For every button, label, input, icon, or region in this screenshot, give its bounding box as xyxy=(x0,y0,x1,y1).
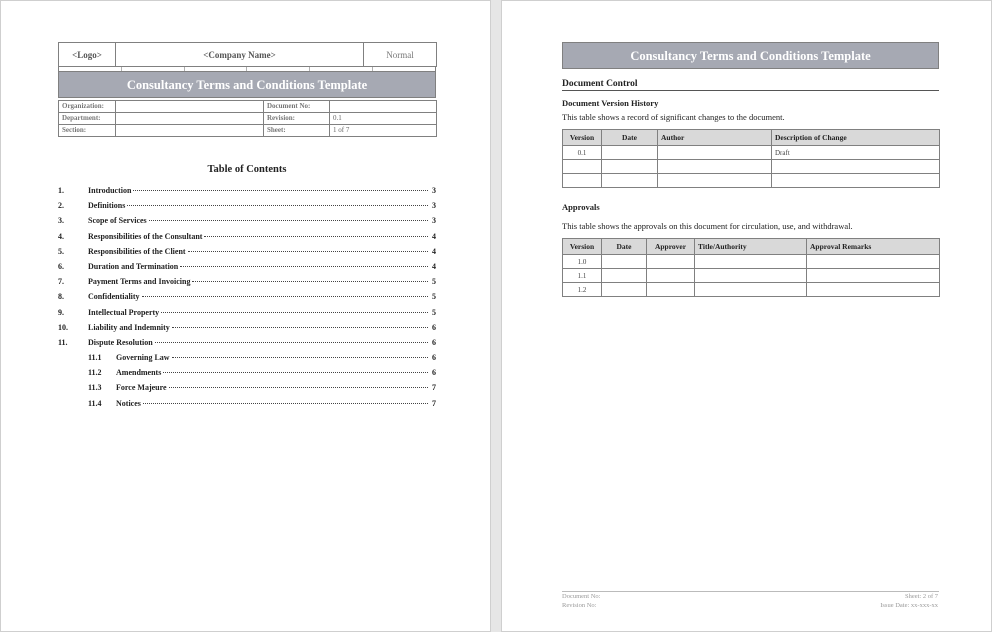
toc-entry[interactable] xyxy=(58,262,436,277)
toc-entry[interactable] xyxy=(58,383,436,398)
section-value[interactable] xyxy=(116,125,264,137)
toc-entry-label[interactable]: Liability and Indemnity xyxy=(88,322,170,332)
toc-entry-label[interactable]: Scope of Services xyxy=(88,216,147,226)
table-header-cell: Version xyxy=(563,239,602,255)
version-history-text: This table shows a record of significant changes to the document. xyxy=(562,112,785,122)
toc-dot-leader xyxy=(142,296,428,297)
table-cell[interactable] xyxy=(602,269,647,283)
toc-entry-page: 4 xyxy=(432,246,436,256)
toc-entry-page: 5 xyxy=(432,307,436,317)
table-cell[interactable]: 1.2 xyxy=(563,283,602,297)
table-cell[interactable]: 1.0 xyxy=(563,255,602,269)
table-cell[interactable] xyxy=(563,174,602,188)
toc-entry[interactable] xyxy=(58,353,436,368)
toc-entry[interactable] xyxy=(58,292,436,307)
header-meta-table xyxy=(58,100,437,137)
toc-dot-leader xyxy=(172,357,428,358)
footer-document-no: Document No: xyxy=(562,593,601,600)
document-header xyxy=(58,42,436,137)
revision-value[interactable]: 0.1 xyxy=(330,113,437,125)
table-row xyxy=(563,146,940,160)
toc-entry-number: 7. xyxy=(58,277,64,287)
toc-entry-label[interactable]: Responsibilities of the Client xyxy=(88,246,186,256)
table-cell[interactable] xyxy=(807,269,940,283)
table-cell[interactable] xyxy=(602,255,647,269)
toc-entry[interactable] xyxy=(58,186,436,201)
toc-entry-page: 5 xyxy=(432,292,436,302)
toc-entry-label[interactable]: Confidentiality xyxy=(88,292,140,302)
toc-dot-leader xyxy=(161,312,428,313)
toc-entry[interactable] xyxy=(58,232,436,247)
table-cell[interactable]: 0.1 xyxy=(563,146,602,160)
toc-entry[interactable] xyxy=(58,308,436,323)
toc-entry-number: 11.2 xyxy=(88,368,102,378)
section-label: Section: xyxy=(59,125,116,137)
table-cell[interactable] xyxy=(647,255,695,269)
toc-entry-label[interactable]: Payment Terms and Invoicing xyxy=(88,277,191,287)
toc-dot-leader xyxy=(169,387,428,388)
table-cell[interactable] xyxy=(695,283,807,297)
toc-entry[interactable] xyxy=(58,399,436,414)
toc-dot-leader xyxy=(133,190,428,191)
table-cell[interactable] xyxy=(695,269,807,283)
toc-entry[interactable] xyxy=(58,368,436,383)
table-row xyxy=(563,283,940,297)
document-page-1 xyxy=(0,0,491,632)
table-row xyxy=(563,255,940,269)
table-header-cell: Description of Change xyxy=(772,130,940,146)
table-cell[interactable] xyxy=(658,174,772,188)
table-header-cell: Approver xyxy=(647,239,695,255)
toc-entry-number: 11.3 xyxy=(88,383,102,393)
toc-entry-page: 6 xyxy=(432,353,436,363)
table-cell[interactable] xyxy=(772,160,940,174)
table-header-cell: Date xyxy=(602,239,647,255)
department-label: Department: xyxy=(59,113,116,125)
toc-dot-leader xyxy=(143,403,428,404)
table-cell[interactable] xyxy=(772,174,940,188)
organization-value[interactable] xyxy=(116,101,264,113)
toc-entry[interactable] xyxy=(58,338,436,353)
footer-sheet: Sheet: 2 of 7 xyxy=(904,593,938,600)
toc-entry-label[interactable]: Force Majeure xyxy=(116,383,167,393)
toc-entry-number: 11.1 xyxy=(88,353,102,363)
page2-title-banner: Consultancy Terms and Conditions Template xyxy=(562,42,939,69)
revision-label: Revision: xyxy=(264,113,330,125)
toc-entry-number: 10. xyxy=(58,322,68,332)
toc-entry[interactable] xyxy=(58,323,436,338)
toc-entry-page: 7 xyxy=(432,383,436,393)
toc-dot-leader xyxy=(127,205,428,206)
table-cell[interactable] xyxy=(807,255,940,269)
toc-entry-page: 3 xyxy=(432,186,436,195)
table-cell[interactable] xyxy=(658,160,772,174)
table-row xyxy=(563,269,940,283)
table-cell[interactable] xyxy=(807,283,940,297)
document-no-value[interactable] xyxy=(330,101,437,113)
header-top-table xyxy=(58,42,437,67)
table-header-cell: Date xyxy=(602,130,658,146)
department-value[interactable] xyxy=(116,113,264,125)
toc-entry[interactable] xyxy=(58,277,436,292)
version-history-heading: Document Version History xyxy=(562,98,659,108)
status-label: Normal xyxy=(364,43,437,67)
company-name: <Company Name> xyxy=(116,43,364,67)
approvals-heading: Approvals xyxy=(562,202,600,212)
toc-dot-leader xyxy=(180,266,428,267)
toc-dot-leader xyxy=(192,281,428,282)
toc-dot-leader xyxy=(155,342,428,343)
toc-dot-leader xyxy=(149,220,428,221)
table-cell[interactable]: 1.1 xyxy=(563,269,602,283)
table-header-cell: Author xyxy=(658,130,772,146)
toc-entry-number: 6. xyxy=(58,261,64,271)
table-cell[interactable] xyxy=(602,174,658,188)
footer-rule xyxy=(562,591,939,592)
table-cell[interactable] xyxy=(602,283,647,297)
toc-entry-label[interactable]: Notices xyxy=(116,398,141,408)
toc-dot-leader xyxy=(163,372,428,373)
table-header-cell: Approval Remarks xyxy=(807,239,940,255)
toc-title: Table of Contents xyxy=(207,164,287,175)
document-page-2 xyxy=(501,0,992,632)
toc-entry-label[interactable]: Governing Law xyxy=(116,353,170,363)
toc-entry-page: 5 xyxy=(432,277,436,287)
table-cell[interactable] xyxy=(602,146,658,160)
toc-entry[interactable] xyxy=(58,216,436,231)
toc-entry[interactable] xyxy=(58,201,436,216)
table-cell[interactable] xyxy=(563,160,602,174)
organization-label: Organization: xyxy=(59,101,116,113)
toc-entry-page: 7 xyxy=(432,398,436,408)
toc-entry-number: 3. xyxy=(58,216,64,226)
table-of-contents xyxy=(58,186,436,414)
toc-entry-label[interactable]: Introduction xyxy=(88,186,132,195)
table-cell[interactable]: Draft xyxy=(772,146,940,160)
approvals-table xyxy=(562,238,940,297)
toc-entry-number: 11.4 xyxy=(88,398,102,408)
toc-entry-label[interactable]: Responsibilities of the Consultant xyxy=(88,231,203,241)
toc-entry-label[interactable]: Dispute Resolution xyxy=(88,337,153,347)
toc-entry-page: 3 xyxy=(432,216,436,226)
toc-entry-page: 4 xyxy=(432,231,436,241)
table-header-cell: Version xyxy=(563,130,602,146)
toc-entry-page: 4 xyxy=(432,261,436,271)
toc-entry-number: 4. xyxy=(58,231,64,241)
toc-dot-leader xyxy=(204,236,428,237)
toc-entry-number: 2. xyxy=(58,201,64,211)
table-cell[interactable] xyxy=(647,283,695,297)
toc-entry-number: 9. xyxy=(58,307,64,317)
toc-dot-leader xyxy=(172,327,428,328)
toc-entry-page: 6 xyxy=(432,337,436,347)
table-cell[interactable] xyxy=(647,269,695,283)
footer-revision-no: Revision No: xyxy=(562,602,597,609)
toc-entry-page: 6 xyxy=(432,368,436,378)
logo-placeholder: <Logo> xyxy=(59,43,116,67)
toc-entry-number: 5. xyxy=(58,246,64,256)
table-header-cell: Title/Authority xyxy=(695,239,807,255)
toc-entry-page: 3 xyxy=(432,201,436,211)
document-no-label: Document No: xyxy=(264,101,330,113)
toc-dot-leader xyxy=(188,251,428,252)
table-row xyxy=(563,174,940,188)
table-row xyxy=(563,160,940,174)
toc-entry-label[interactable]: Intellectual Property xyxy=(88,307,160,317)
version-history-table xyxy=(562,129,940,188)
header-strip xyxy=(58,67,436,71)
toc-entry-page: 6 xyxy=(432,322,436,332)
toc-entry-label[interactable]: Amendments xyxy=(116,368,162,378)
toc-entry[interactable] xyxy=(58,247,436,262)
approvals-text: This table shows the approvals on this document for circulation, use, and withdrawal. xyxy=(562,221,853,231)
sheet-label: Sheet: xyxy=(264,125,330,137)
table-cell[interactable] xyxy=(695,255,807,269)
table-cell[interactable] xyxy=(658,146,772,160)
document-control-heading: Document Control xyxy=(562,79,939,91)
toc-entry-number: 11. xyxy=(58,337,68,347)
toc-entry-label[interactable]: Definitions xyxy=(88,201,126,211)
toc-entry-label[interactable]: Duration and Termination xyxy=(88,261,179,271)
toc-entry-number: 1. xyxy=(58,186,64,195)
table-cell[interactable] xyxy=(602,160,658,174)
footer-issue-date: Issue Date: xx-xxx-xx xyxy=(880,602,938,609)
document-title-banner: Consultancy Terms and Conditions Template xyxy=(58,71,436,98)
sheet-value[interactable]: 1 of 7 xyxy=(330,125,437,137)
toc-entry-number: 8. xyxy=(58,292,64,302)
